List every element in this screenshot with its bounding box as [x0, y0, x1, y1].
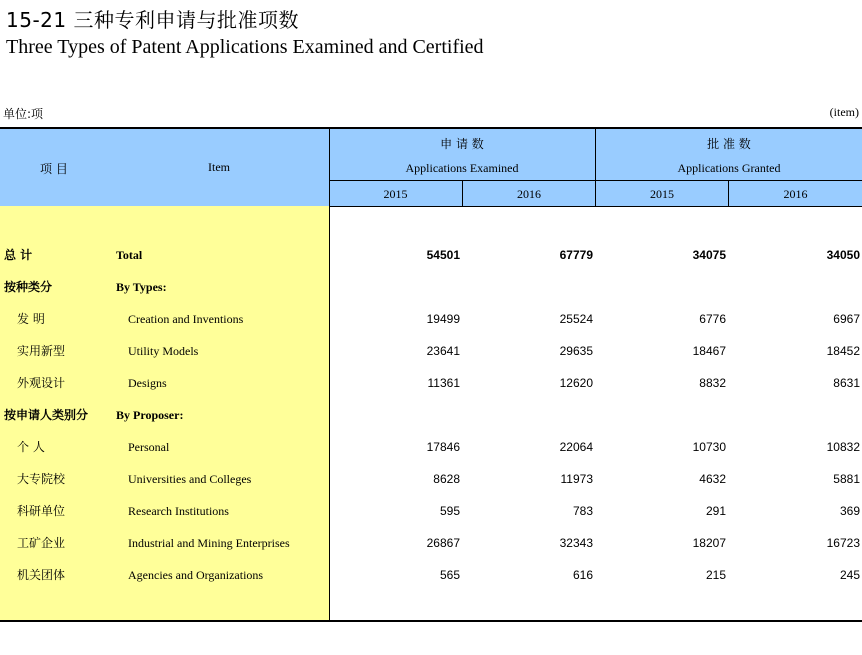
row-label-chinese: 按申请人类别分	[4, 408, 89, 422]
row-label-chinese: 外观设计	[17, 376, 66, 390]
row-value: 11973	[560, 472, 593, 486]
table-header	[0, 129, 862, 206]
row-value: 23641	[426, 344, 460, 358]
row-label-english: By Proposer:	[116, 408, 184, 422]
row-label-english: Industrial and Mining Enterprises	[128, 536, 290, 550]
table-row	[0, 375, 862, 407]
row-value: 6967	[833, 312, 860, 326]
row-value: 26867	[426, 536, 460, 550]
row-value: 783	[572, 504, 593, 518]
row-value: 10730	[692, 440, 726, 454]
row-value: 32343	[559, 536, 593, 550]
header-divider	[329, 180, 862, 181]
unit-label-chinese: 单位:项	[3, 107, 44, 121]
row-value: 25524	[559, 312, 593, 326]
row-value: 291	[705, 504, 726, 518]
header-divider	[595, 129, 596, 206]
unit-label-english: (item)	[829, 105, 859, 119]
row-label-english: Research Institutions	[128, 504, 229, 518]
header-item-chinese: 项 目	[40, 162, 68, 176]
header-granted-chinese: 批 准 数	[707, 137, 751, 151]
row-value: 18467	[692, 344, 726, 358]
row-value: 67779	[559, 248, 593, 262]
row-value: 18452	[826, 344, 860, 358]
header-divider	[462, 180, 463, 206]
table-row	[0, 343, 862, 375]
table-row	[0, 471, 862, 503]
row-label-chinese: 工矿企业	[17, 536, 66, 550]
row-value: 16723	[826, 536, 860, 550]
row-value: 18207	[692, 536, 726, 550]
row-value: 215	[705, 568, 726, 582]
row-label-english: By Types:	[116, 280, 167, 294]
row-label-chinese: 按种类分	[4, 280, 53, 294]
table-row	[0, 279, 862, 311]
row-value: 17846	[426, 440, 460, 454]
row-value: 6776	[699, 312, 726, 326]
header-year-granted-2016: 2016	[783, 187, 808, 201]
row-value: 4632	[699, 472, 726, 486]
page-title-chinese: 15-21 三种专利申请与批准项数	[6, 8, 299, 32]
row-label-chinese: 发 明	[17, 312, 45, 326]
table-row	[0, 407, 862, 439]
row-value: 11361	[427, 376, 460, 390]
row-value: 369	[839, 504, 860, 518]
row-value: 595	[439, 504, 460, 518]
row-label-chinese: 实用新型	[17, 344, 66, 358]
header-item-english: Item	[208, 160, 230, 174]
row-label-english: Creation and Inventions	[128, 312, 244, 326]
row-label-english: Agencies and Organizations	[128, 568, 264, 582]
row-value: 8631	[833, 376, 860, 390]
row-value: 616	[572, 568, 593, 582]
table-row	[0, 503, 862, 535]
table-row	[0, 247, 862, 279]
row-label-chinese: 总 计	[4, 248, 33, 262]
row-value: 19499	[426, 312, 460, 326]
header-divider	[329, 129, 330, 206]
table-row	[0, 567, 862, 599]
row-label-english: Designs	[128, 376, 167, 390]
header-year-applied-2015: 2015	[383, 187, 408, 201]
row-value: 54501	[426, 248, 460, 262]
header-divider	[728, 180, 729, 206]
header-year-granted-2015: 2015	[650, 187, 674, 201]
row-label-chinese: 个 人	[17, 440, 45, 454]
table-row	[0, 535, 862, 567]
row-label-chinese: 机关团体	[17, 568, 66, 582]
table-bottom-rule	[0, 620, 862, 622]
table-row	[0, 439, 862, 471]
row-label-english: Total	[116, 248, 143, 262]
row-value: 34050	[826, 248, 860, 262]
header-granted-english: Applications Granted	[677, 161, 781, 175]
row-value: 5881	[833, 472, 860, 486]
table-row	[0, 311, 862, 343]
header-applied-english: Applications Examined	[405, 161, 519, 175]
row-value: 12620	[559, 376, 593, 390]
header-year-applied-2016: 2016	[517, 187, 541, 201]
page-title-english: Three Types of Patent Applications Examined and Certified	[6, 36, 484, 58]
row-value: 10832	[826, 440, 860, 454]
header-applied-chinese: 申 请 数	[440, 137, 484, 151]
row-value: 8628	[433, 472, 460, 486]
row-label-chinese: 科研单位	[17, 504, 66, 518]
row-label-english: Universities and Colleges	[128, 472, 252, 486]
row-value: 565	[439, 568, 460, 582]
row-value: 8832	[699, 376, 726, 390]
row-label-chinese: 大专院校	[17, 472, 66, 486]
row-label-english: Personal	[128, 440, 170, 454]
row-value: 245	[839, 568, 860, 582]
row-value: 29635	[559, 344, 593, 358]
row-label-english: Utility Models	[128, 344, 199, 358]
row-value: 22064	[559, 440, 593, 454]
row-value: 34075	[692, 248, 726, 262]
